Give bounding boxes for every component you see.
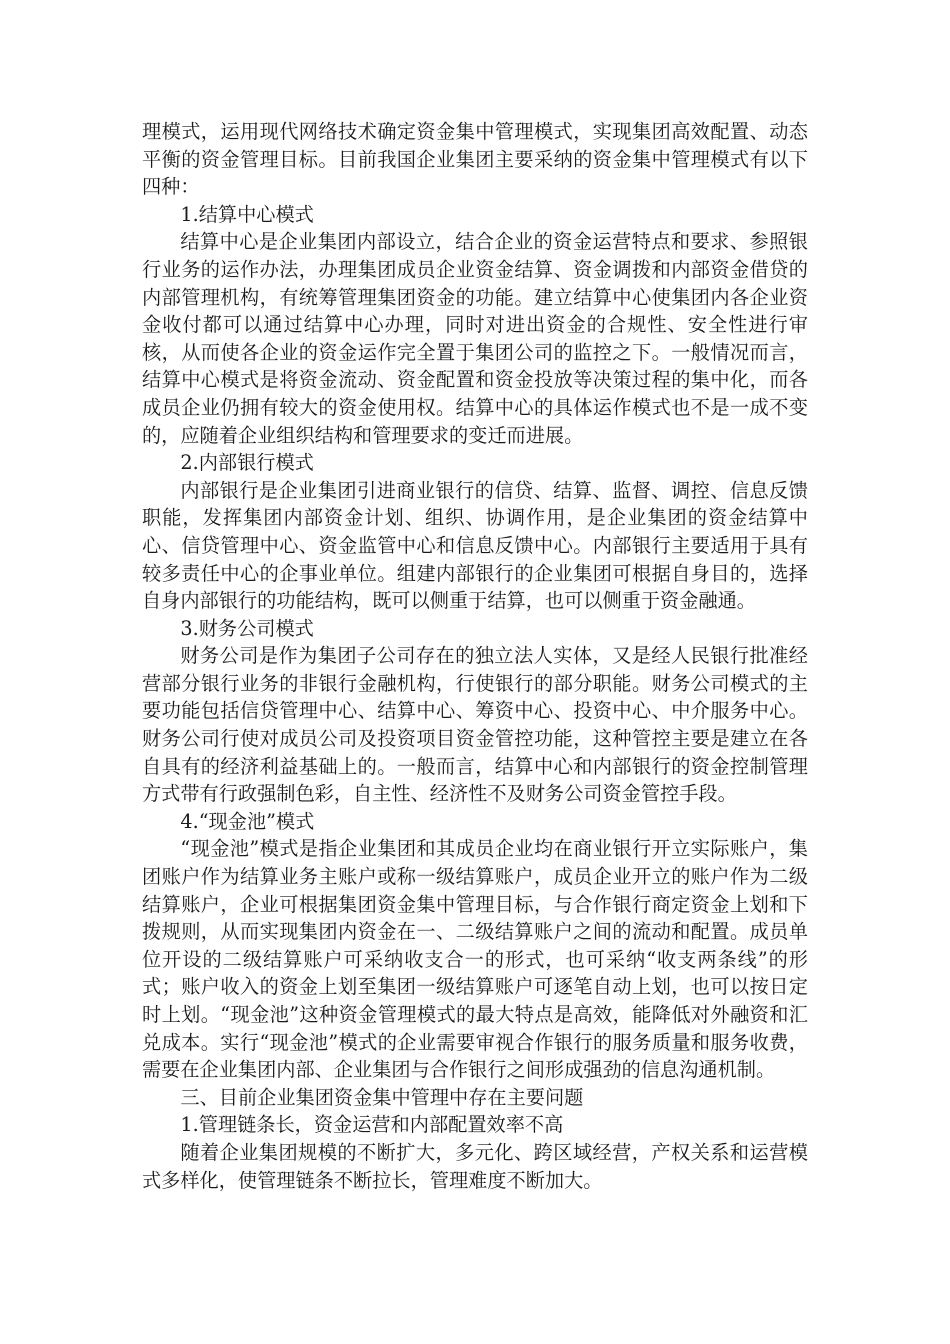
paragraph-long-management-chain: 随着企业集团规模的不断扩大，多元化、跨区域经营，产权关系和运营模式多样化，使管理链条不断拉长，管理难度不断加大。 — [142, 1140, 808, 1192]
heading-long-management-chain: 1.管理链条长，资金运营和内部配置效率不高 — [180, 1113, 564, 1137]
heading-section-three: 三、目前企业集团资金集中管理中存在主要问题 — [180, 1085, 584, 1109]
paragraph-settlement-center: 结算中心是企业集团内部设立，结合企业的资金运营特点和要求、参照银行业务的运作办法，办理集团成员企业资金结算、资金调拨和内部资金借贷的内部管理机构，有统筹管理集团资金的功能。建立结算中心使集团内各企业资金收付都可以通过结算中心办理，同时对进出资金的合规性、安全性进行审核，从而使各企业的资金运作完全置于集团公司的监控之下。一般情况而言，结算中心模式是将资金流动、资金配置和资金投放等决策过程的集中化，而各成员企业仍拥有较大的资金使用权。结算中心的具体运作模式也不是一成不变的，应随着企业组织结构和管理要求的变迁而进展。 — [142, 230, 808, 447]
paragraph-intro: 理模式，运用现代网络技术确定资金集中管理模式，实现集团高效配置、动态平衡的资金管理目标。目前我国企业集团主要采纳的资金集中管理模式有以下四种： — [142, 120, 808, 199]
paragraph-internal-bank: 内部银行是企业集团引进商业银行的信贷、结算、监督、调控、信息反馈职能，发挥集团内部资金计划、组织、协调作用，是企业集团的资金结算中心、信贷管理中心、资金监管中心和信息反馈中心。内部银行主要适用于具有较多责任中心的企事业单位。组建内部银行的企业集团可根据自身目的，选择自身内部银行的功能结构，既可以侧重于结算，也可以侧重于资金融通。 — [142, 478, 808, 613]
heading-cash-pool-mode: 4.“现金池”模式 — [180, 809, 315, 833]
heading-internal-bank-mode: 2.内部银行模式 — [180, 451, 314, 475]
heading-settlement-center-mode: 1.结算中心模式 — [180, 202, 314, 226]
paragraph-finance-company: 财务公司是作为集团子公司存在的独立法人实体，又是经人民银行批准经营部分银行业务的非银行金融机构，行使银行的部分职能。财务公司模式的主要功能包括信贷管理中心、结算中心、筹资中心、投资中心、中介服务中心。财务公司行使对成员公司及投资项目资金管控功能，这种管控主要是建立在各自具有的经济利益基础上的。一般而言，结算中心和内部银行的资金控制管理方式带有行政强制色彩，自主性、经济性不及财务公司资金管控手段。 — [142, 644, 808, 806]
heading-finance-company-mode: 3.财务公司模式 — [180, 616, 314, 640]
document-page — [142, 118, 808, 1194]
paragraph-cash-pool: “现金池”模式是指企业集团和其成员企业均在商业银行开立实际账户，集团账户作为结算业务主账户或称一级结算账户，成员企业开立的账户作为二级结算账户，企业可根据集团资金集中管理目标，与合作银行商定资金上划和下拨规则，从而实现集团内资金在一、二级结算账户之间的流动和配置。成员单位开设的二级结算账户可采纳收支合一的形式，也可采纳“收支两条线”的形式；账户收入的资金上划至集团一级结算账户可逐笔自动上划，也可以按日定时上划。“现金池”这种资金管理模式的最大特点是高效，能降低对外融资和汇兑成本。实行“现金池”模式的企业需要审视合作银行的服务质量和服务收费，需要在企业集团内部、企业集团与合作银行之间形成强劲的信息沟通机制。 — [142, 837, 808, 1082]
